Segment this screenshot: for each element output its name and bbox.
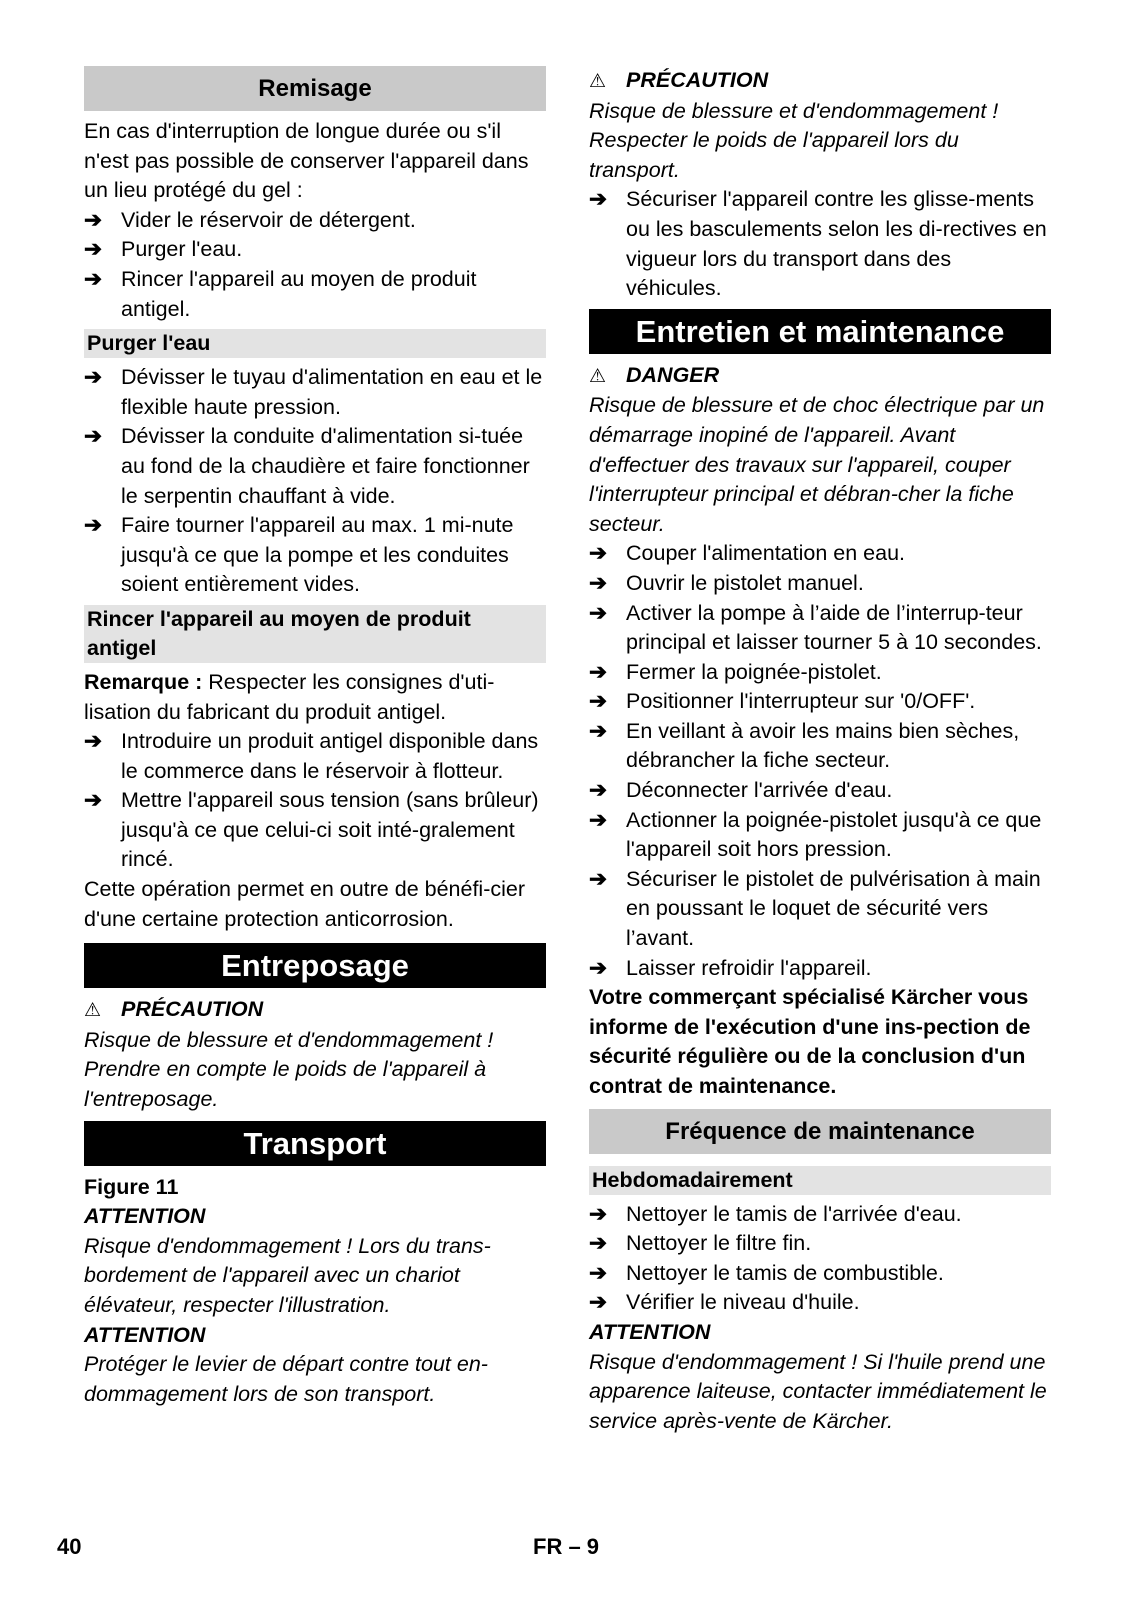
weekly-steps [589,1200,1051,1318]
list-item: ➔ Vider le réservoir de détergent. [84,206,546,236]
list-item: ➔ Purger l'eau. [84,235,546,265]
list-item: ➔ Ouvrir le pistolet manuel. [589,569,1051,599]
list-item: ➔ Nettoyer le tamis de l'arrivée d'eau. [589,1200,1051,1230]
arrow-icon: ➔ [589,1201,608,1226]
rincer-outro: Cette opération permet en outre de bénéfi-cier d'une certaine protection anticorrosion. [84,877,526,931]
warning-heading: ⚠ PRÉCAUTION [84,995,546,1026]
entretien-steps [589,539,1051,983]
list-item: ➔ Vérifier le niveau d'huile. [589,1288,1051,1318]
section-title-frequence: Fréquence de maintenance [589,1109,1051,1154]
arrow-icon: ➔ [589,1290,608,1315]
attention-heading: ATTENTION [84,1322,206,1347]
arrow-icon: ➔ [589,807,608,832]
arrow-icon: ➔ [84,424,103,449]
figure-reference: Figure 11 [84,1174,179,1199]
arrow-icon: ➔ [589,1231,608,1256]
remisage-intro: En cas d'interruption de longue durée ou s'il n'est pas possible de conserver l'appareil dans un lieu protégé du gel : [84,119,529,203]
attention-heading: ATTENTION [84,1204,206,1229]
arrow-icon: ➔ [589,1260,608,1285]
list-item: ➔ Dévisser la conduite d'alimentation si-tuée au fond de la chaudière et faire fonctionner le serpentin chauffant à vide. [84,424,530,508]
section-title-remisage: Remisage [84,66,546,111]
list-item: ➔ Positionner l'interrupteur sur '0/OFF'. [589,687,1051,717]
arrow-icon: ➔ [589,866,608,891]
list-item: ➔ Mettre l'appareil sous tension (sans brûleur) jusqu'à ce que celui-ci soit inté-gralement rincé. [84,788,539,872]
arrow-icon: ➔ [84,513,103,538]
warning-icon: ⚠ [84,1000,102,1022]
list-item: ➔ Déconnecter l'arrivée d'eau. [589,776,1051,806]
warning-heading: ⚠ PRÉCAUTION [589,66,1051,97]
page-code: FR – 9 [533,1534,600,1559]
attention-text: Risque d'endommagement ! Si l'huile prend une apparence laiteuse, contacter immédiatement le service après-vente de Kärcher. [589,1349,1047,1433]
purger-steps [84,363,546,600]
list-item: ➔ Couper l'alimentation en eau. [589,539,1051,569]
arrow-icon: ➔ [589,570,608,595]
list-item: ➔ Laisser refroidir l'appareil. [589,954,1051,984]
warning-text: Risque de blessure et d'endommagement ! Respecter le poids de l'appareil lors du transport. [589,98,999,182]
list-item: ➔ Actionner la poignée-pistolet jusqu'à ce que l'appareil soit hors pression. [589,807,1042,862]
list-item: ➔ Faire tourner l'appareil au max. 1 mi-nute jusqu'à ce que la pompe et les conduites soient entièrement vides. [84,513,514,597]
attention-heading: ATTENTION [589,1319,711,1344]
arrow-icon: ➔ [589,718,608,743]
warning-icon: ⚠ [589,365,607,387]
arrow-icon: ➔ [84,207,103,232]
note-label: Remarque : [84,669,203,694]
danger-heading: ⚠ DANGER [589,361,1051,392]
arrow-icon: ➔ [84,266,103,291]
arrow-icon: ➔ [589,689,608,714]
arrow-icon: ➔ [589,659,608,684]
list-item: ➔ Nettoyer le filtre fin. [589,1229,1051,1259]
note-text: Respecter les consignes d'uti-lisation du fabricant du produit antigel. [84,669,495,724]
left-column [84,66,546,1409]
arrow-icon: ➔ [84,729,103,754]
subsection-title-rincer: Rincer l'appareil au moyen de produit antigel [84,605,546,663]
list-item: ➔ Sécuriser l'appareil contre les glisse-ments ou les basculements selon les di-rectives en vigueur lors du transport dans des véhicules. [589,187,1047,301]
list-item: ➔ Rincer l'appareil au moyen de produit antigel. [84,266,477,321]
warning-icon: ⚠ [589,71,607,92]
arrow-icon: ➔ [589,778,608,803]
arrow-icon: ➔ [589,600,608,625]
attention-text: Protéger le levier de départ contre tout en-dommagement lors de son transport. [84,1352,488,1406]
arrow-icon: ➔ [589,187,608,212]
list-item: ➔ Activer la pompe à l’aide de l’interrup-teur principal et laisser tourner 5 à 10 secondes. [589,600,1042,655]
list-item: ➔ En veillant à avoir les mains bien sèches, débrancher la fiche secteur. [589,718,1020,773]
list-item: ➔ Fermer la poignée-pistolet. [589,658,1051,688]
list-item: ➔ Sécuriser le pistolet de pulvérisation à main en poussant le loquet de sécurité vers l’avant. [589,866,1041,951]
arrow-icon: ➔ [84,237,103,262]
dealer-note: Votre commerçant spécialisé Kärcher vous informe de l'exécution d'une ins-pection de sécurité régulière ou de la conclusion d'un contrat de maintenance. [589,985,1031,1098]
list-item: ➔ Nettoyer le tamis de combustible. [589,1259,1051,1289]
warning-text: Risque de blessure et d'endommagement ! Prendre en compte le poids de l'appareil à l'entreposage. [84,1027,494,1112]
rincer-note [84,668,546,727]
list-item: ➔ Dévisser le tuyau d'alimentation en eau et le flexible haute pression. [84,365,543,419]
page-number: 40 [57,1534,82,1559]
section-title-entretien: Entretien et maintenance [589,309,1051,354]
arrow-icon: ➔ [84,365,103,390]
subsection-title-hebdomadairement: Hebdomadairement [589,1166,1051,1195]
subsection-title-purger: Purger l'eau [84,329,546,358]
arrow-icon: ➔ [589,955,608,980]
arrow-icon: ➔ [589,541,608,566]
precaution-steps [589,185,1051,303]
arrow-icon: ➔ [84,788,103,813]
section-title-entreposage: Entreposage [84,943,546,988]
right-column [589,66,1051,1436]
section-title-transport: Transport [84,1121,546,1166]
danger-text: Risque de blessure et de choc électrique par un démarrage inopiné de l'appareil. Avant d'effectuer des travaux sur l'appareil, couper l'interrupteur principal et débran-cher la fiche secteur. [589,393,1045,536]
rincer-steps [84,727,546,875]
list-item: ➔ Introduire un produit antigel disponible dans le commerce dans le réservoir à flotteur. [84,729,539,783]
attention-text: Risque d'endommagement ! Lors du trans-bordement de l'appareil avec un chariot élévateur, respecter l'illustration. [84,1233,491,1317]
remisage-steps [84,206,546,324]
